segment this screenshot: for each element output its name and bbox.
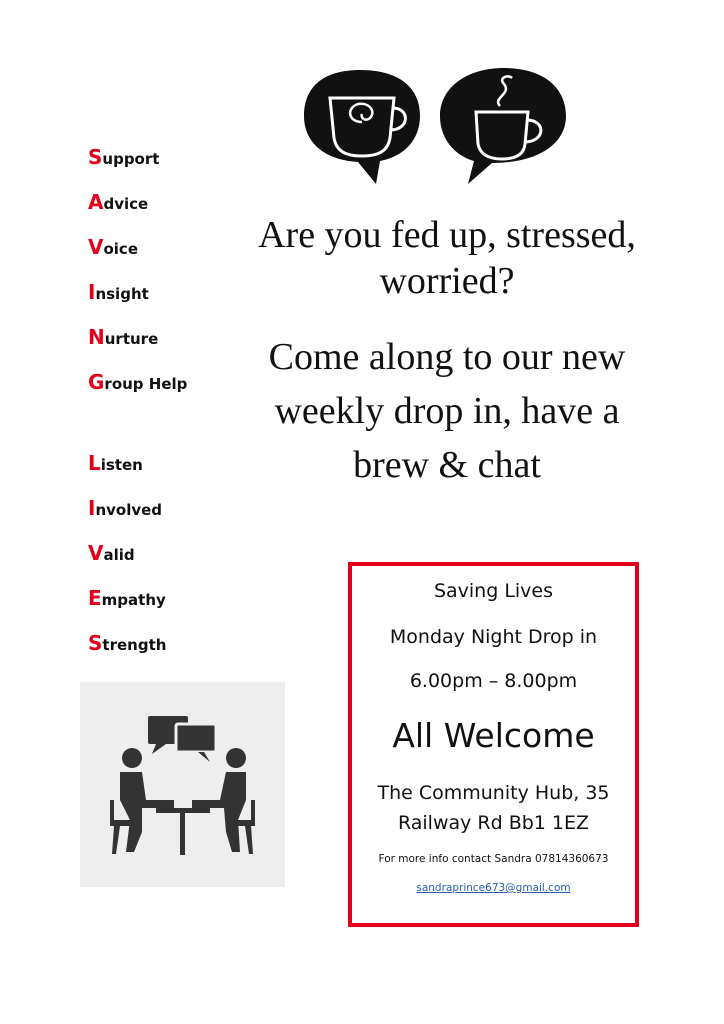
event-time: 6.00pm – 8.00pm (409, 670, 578, 692)
acrostic-item-advice: Advice (88, 190, 149, 214)
venue-address: The Community Hub, 35 Railway Rd Bb1 1EZ (377, 782, 610, 834)
acrostic-item-voice: Voice (88, 235, 138, 259)
acrostic-item-nurture: Nurture (88, 325, 159, 349)
acrostic-item-empathy: Empathy (88, 586, 166, 610)
acrostic-item-strength: Strength (88, 631, 167, 655)
acrostic-item-listen: Listen (88, 451, 143, 475)
acrostic-item-involved: Involved (88, 496, 163, 520)
acrostic-item-insight: Insight (88, 280, 149, 304)
acrostic-list (88, 140, 228, 671)
acrostic-item-support: Support (88, 145, 160, 169)
organisation-name: Saving Lives (433, 580, 554, 602)
coffee-swirl-speech-bubble-icon (304, 70, 420, 184)
event-info-box (348, 562, 639, 927)
steaming-cup-speech-bubble-icon (440, 68, 566, 184)
acrostic-item-valid: Valid (88, 541, 135, 565)
acrostic-item-group-help: Group Help (88, 370, 188, 394)
people-talking-illustration (80, 682, 285, 887)
acrostic-spacer (88, 410, 228, 446)
event-name: Monday Night Drop in (389, 626, 598, 648)
contact-info: For more info contact Sandra 07814360673 (378, 853, 609, 865)
coffee-bubbles-graphic (300, 66, 570, 188)
headline-invite: Come along to our new weekly drop in, have a brew & chat (268, 336, 626, 486)
headline-question: Are you fed up, stressed, worried? (258, 214, 636, 302)
welcome-text: All Welcome (392, 716, 595, 755)
two-people-talking-at-table-icon (80, 682, 285, 887)
email-link[interactable]: sandraprince673@gmail.com (416, 882, 571, 894)
